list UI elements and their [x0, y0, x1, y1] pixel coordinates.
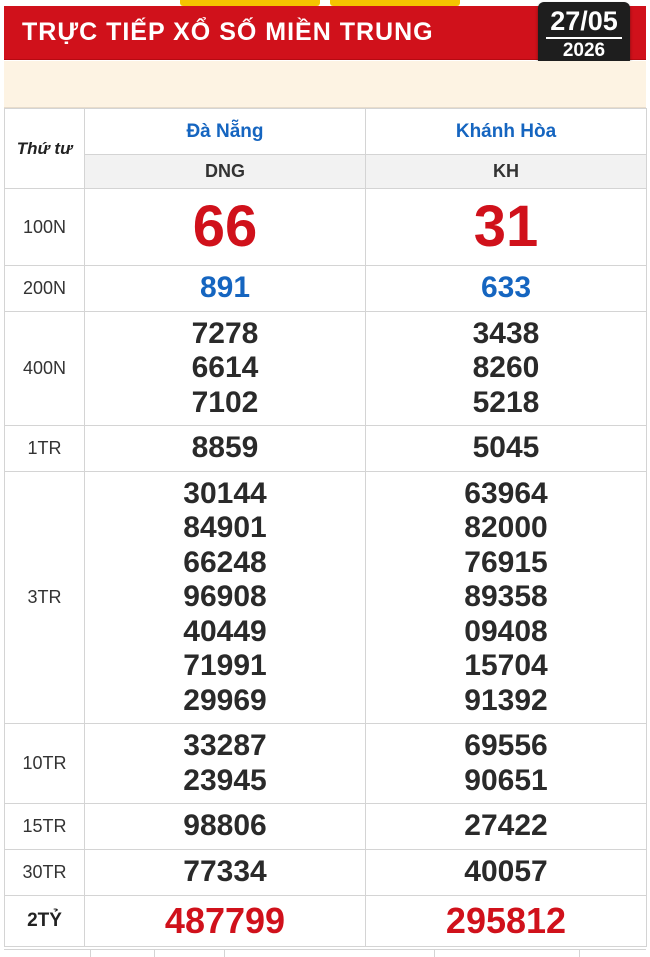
- results-table: [4, 108, 647, 947]
- province-code-row: [5, 155, 647, 189]
- banner-title: TRỰC TIẾP XỔ SỐ MIỀN TRUNG: [22, 18, 434, 46]
- province-code: DNG: [85, 155, 366, 189]
- prize-number: 891: [199, 271, 251, 305]
- prize-result-cell: [366, 312, 647, 426]
- prize-result-cell: [85, 472, 366, 724]
- next-table-edge: [4, 949, 646, 957]
- prize-number: 8260: [472, 351, 540, 385]
- prize-label: 2TỶ: [5, 896, 85, 947]
- prize-result-cell: [85, 724, 366, 804]
- prize-number: 15704: [464, 649, 548, 683]
- prize-result-cell: [85, 266, 366, 312]
- prize-row-15tr: [5, 804, 647, 850]
- prize-number: 29969: [183, 683, 267, 717]
- cell-divider: [90, 950, 91, 957]
- prize-number: 76915: [464, 545, 548, 579]
- prize-result-cell: [366, 804, 647, 850]
- prize-number: 5045: [472, 431, 540, 465]
- prize-result-cell: [366, 472, 647, 724]
- prize-number: 82000: [464, 511, 548, 545]
- prize-result-cell: [85, 850, 366, 896]
- prize-number: 40057: [464, 855, 548, 889]
- prize-row-100n: [5, 189, 647, 266]
- prize-result-cell: [85, 804, 366, 850]
- prize-label: 10TR: [5, 724, 85, 804]
- cell-divider: [154, 950, 155, 957]
- prize-number: 33287: [183, 729, 267, 762]
- prize-number: 40449: [183, 614, 267, 648]
- prize-number: 63964: [464, 476, 548, 510]
- prize-row-3tr: [5, 472, 647, 724]
- prize-row-400n: [5, 312, 647, 426]
- prize-result-cell: [366, 189, 647, 266]
- prize-number: 71991: [183, 649, 267, 683]
- prize-number: 30144: [183, 476, 267, 510]
- prize-number: 66: [192, 194, 258, 259]
- prize-number: 5218: [472, 385, 540, 419]
- prize-result-cell: [85, 312, 366, 426]
- prize-row-1tr: [5, 426, 647, 472]
- prize-number: 84901: [183, 511, 267, 545]
- prize-label: 100N: [5, 189, 85, 266]
- prize-number: 23945: [183, 763, 267, 797]
- prize-result-cell: [366, 896, 647, 947]
- prize-number: 90651: [464, 763, 548, 797]
- province-name-link[interactable]: Khánh Hòa: [366, 109, 647, 155]
- prize-number: 77334: [183, 855, 267, 889]
- prize-label: 200N: [5, 266, 85, 312]
- prize-row-30tr: [5, 850, 647, 896]
- prize-result-cell: [85, 896, 366, 947]
- prize-result-cell: [366, 266, 647, 312]
- prize-label: 30TR: [5, 850, 85, 896]
- prize-number: 7102: [191, 385, 259, 419]
- cell-divider: [224, 950, 225, 957]
- prize-number: 3438: [472, 316, 540, 350]
- province-code: KH: [366, 155, 647, 189]
- date-badge: [538, 2, 630, 66]
- prize-result-cell: [366, 850, 647, 896]
- prize-row-jackpot: [5, 896, 647, 947]
- prize-result-cell: [85, 426, 366, 472]
- prize-number: 487799: [164, 900, 286, 941]
- prize-row-200n: [5, 266, 647, 312]
- prize-number: 91392: [464, 683, 548, 717]
- prize-number: 27422: [464, 809, 548, 843]
- prize-label: 400N: [5, 312, 85, 426]
- prize-number: 295812: [445, 900, 567, 941]
- subheader-bar: [4, 61, 646, 108]
- prize-number: 96908: [183, 580, 267, 614]
- province-header-row: [5, 109, 647, 155]
- prize-number: 7278: [191, 316, 259, 350]
- prize-number: 09408: [464, 614, 548, 648]
- prize-label: 1TR: [5, 426, 85, 472]
- cell-divider: [434, 950, 435, 957]
- prize-result-cell: [85, 189, 366, 266]
- prize-number: 69556: [464, 729, 548, 762]
- weekday-label: Thứ tư: [5, 109, 85, 189]
- prize-number: 633: [480, 271, 532, 305]
- prize-number: 8859: [191, 431, 259, 465]
- date-year: 2026: [562, 40, 606, 61]
- prize-number: 89358: [464, 580, 548, 614]
- prize-number: 6614: [191, 351, 259, 385]
- prize-number: 31: [473, 194, 539, 259]
- cell-divider: [579, 950, 580, 957]
- prize-number: 98806: [183, 809, 267, 843]
- prize-label: 15TR: [5, 804, 85, 850]
- province-name-link[interactable]: Đà Nẵng: [85, 109, 366, 155]
- prize-result-cell: [366, 426, 647, 472]
- prize-row-10tr: [5, 724, 647, 804]
- date-day-month: 27/05: [550, 6, 618, 36]
- prize-result-cell: [366, 724, 647, 804]
- prize-label: 3TR: [5, 472, 85, 724]
- prize-number: 66248: [183, 545, 267, 579]
